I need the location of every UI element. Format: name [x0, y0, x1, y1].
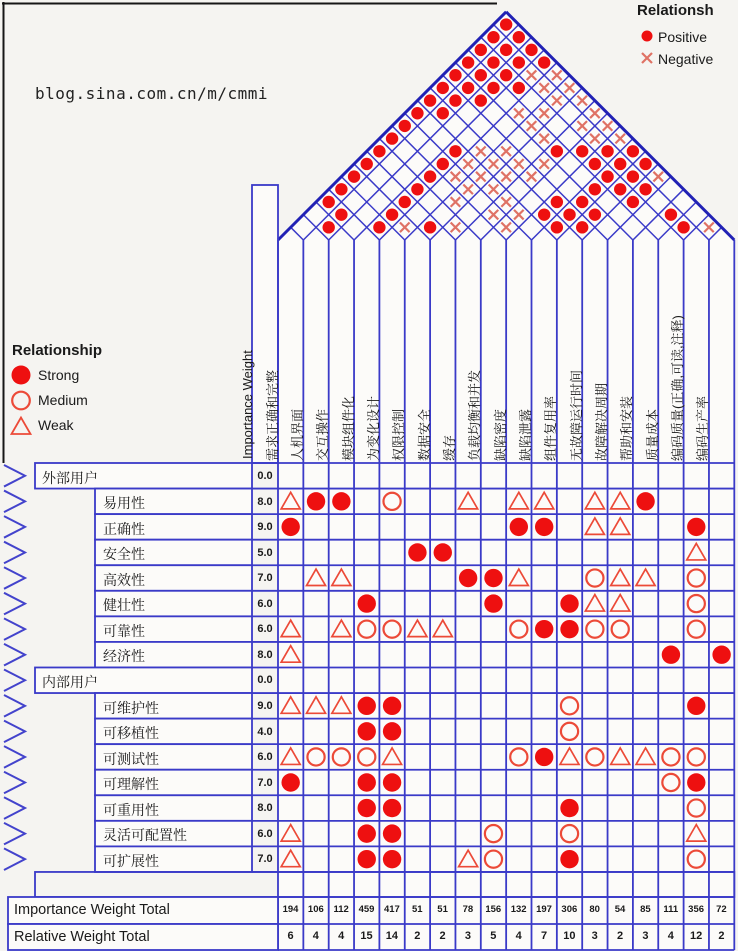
roof-positive-icon	[677, 221, 689, 233]
row-chevron-icon	[4, 669, 25, 691]
row-chevron-icon	[4, 593, 25, 615]
positive-icon	[642, 31, 653, 42]
importance-total-value: 112	[333, 904, 349, 915]
roof-positive-icon	[627, 196, 639, 208]
roof-positive-icon	[487, 82, 499, 94]
negative-icon	[642, 53, 652, 63]
roof-positive-icon	[411, 183, 423, 195]
strong-icon	[687, 697, 705, 715]
strong-icon	[535, 518, 553, 536]
row-label: 灵活可配置性	[103, 827, 187, 844]
importance-weight-header: Importance Weight	[240, 350, 255, 459]
importance-total-value: 106	[307, 904, 324, 915]
strong-icon	[281, 773, 299, 791]
relative-total-value: 3	[464, 930, 471, 942]
roof-legend-title: Relationsh	[637, 2, 714, 19]
roof-positive-icon	[335, 208, 347, 220]
column-header: 故障解决周期	[594, 382, 610, 461]
relative-total-value: 2	[414, 930, 421, 942]
strong-icon	[687, 518, 705, 536]
relationship-legend-title: Relationship	[12, 342, 103, 359]
row-chevron-icon	[4, 772, 25, 794]
roof-positive-icon	[424, 94, 436, 106]
strong-icon	[383, 697, 401, 715]
strong-icon	[408, 543, 426, 561]
strong-icon	[383, 722, 401, 740]
row-weight: 0.0	[257, 674, 273, 687]
strong-icon	[12, 366, 31, 385]
roof-positive-icon	[551, 196, 563, 208]
relative-total-value: 2	[718, 930, 725, 942]
roof-positive-icon	[589, 183, 601, 195]
roof-legend-positive-label: Positive	[658, 29, 708, 45]
relationship-legend-weak-label: Weak	[38, 417, 74, 433]
roof-positive-icon	[437, 107, 449, 119]
roof-positive-icon	[576, 196, 588, 208]
roof-positive-icon	[373, 221, 385, 233]
roof-positive-icon	[627, 145, 639, 157]
roof-positive-icon	[335, 183, 347, 195]
strong-icon	[358, 594, 376, 612]
row-label: 可维护性	[103, 699, 159, 716]
strong-icon	[434, 543, 452, 561]
row-chevron-icon	[4, 746, 25, 768]
importance-total-value: 132	[510, 904, 527, 915]
column-header: 缺陷泄露	[518, 408, 533, 461]
strong-icon	[560, 799, 578, 817]
importance-weight-total-label: Importance Weight Total	[14, 902, 170, 918]
row-group-label: 外部用户	[42, 469, 98, 486]
roof-positive-icon	[386, 132, 398, 144]
relative-total-value: 4	[667, 930, 674, 942]
relative-total-value: 3	[642, 930, 649, 942]
roof-positive-icon	[601, 170, 613, 182]
relative-total-value: 3	[591, 930, 598, 942]
importance-total-value: 194	[282, 904, 299, 915]
strong-icon	[358, 850, 376, 868]
relative-total-value: 7	[540, 930, 548, 942]
strong-icon	[712, 646, 730, 664]
roof-positive-icon	[411, 107, 423, 119]
importance-total-value: 356	[688, 904, 705, 915]
roof-legend-negative-label: Negative	[658, 51, 714, 67]
row-chevron-icon	[4, 695, 25, 717]
medium-icon	[12, 392, 30, 410]
strong-icon	[484, 594, 502, 612]
roof-positive-icon	[525, 44, 537, 56]
strong-icon	[560, 594, 578, 612]
row-label: 经济性	[103, 648, 145, 665]
relative-total-value: 2	[439, 930, 446, 942]
row-label: 正确性	[103, 520, 145, 537]
roof-positive-icon	[323, 221, 335, 233]
roof-positive-icon	[589, 208, 601, 220]
row-label: 可扩展性	[103, 852, 159, 869]
roof-positive-icon	[551, 221, 563, 233]
relative-total-value: 14	[385, 930, 399, 942]
importance-total-value: 306	[561, 904, 578, 915]
row-weight: 9.0	[257, 521, 273, 534]
strong-icon	[510, 518, 528, 536]
column-header: 缺陷密度	[492, 408, 508, 461]
roof-positive-icon	[627, 170, 639, 182]
roof-positive-icon	[500, 18, 512, 30]
roof-positive-icon	[399, 120, 411, 132]
roof-positive-icon	[437, 82, 449, 94]
roof-positive-icon	[500, 44, 512, 56]
row-label: 可靠性	[103, 622, 145, 639]
roof-positive-icon	[513, 82, 525, 94]
relative-total-value: 5	[490, 930, 497, 942]
row-weight: 7.0	[257, 853, 273, 866]
roof-positive-icon	[487, 56, 499, 68]
roof-positive-icon	[462, 82, 474, 94]
importance-total-value: 459	[358, 904, 375, 915]
importance-total-value: 156	[485, 904, 502, 915]
roof-positive-icon	[563, 208, 575, 220]
relative-total-value: 4	[515, 930, 522, 942]
row-chevron-icon	[4, 721, 25, 743]
column-header: 权限控制	[391, 408, 407, 461]
strong-icon	[358, 697, 376, 715]
roof-positive-icon	[589, 158, 601, 170]
strong-icon	[383, 799, 401, 817]
column-header: 模块组件化	[340, 395, 356, 461]
importance-total-value: 51	[411, 904, 423, 915]
roof-positive-icon	[475, 69, 487, 81]
strong-icon	[358, 799, 376, 817]
relative-total-value: 4	[338, 930, 345, 942]
strong-icon	[358, 824, 376, 842]
strong-icon	[383, 773, 401, 791]
column-header: 编码质量(正确,可读,注释)	[670, 315, 686, 461]
relative-total-value: 6	[287, 930, 294, 942]
row-chevron-icon	[4, 644, 25, 666]
importance-total-value: 78	[462, 904, 474, 915]
row-label: 可重用性	[103, 801, 159, 818]
strong-icon	[484, 569, 502, 587]
row-label: 可测试性	[103, 750, 159, 767]
row-chevron-icon	[4, 465, 25, 487]
roof-positive-icon	[449, 145, 461, 157]
importance-total-value: 197	[536, 904, 552, 915]
roof-positive-icon	[348, 170, 360, 182]
importance-total-value: 111	[663, 904, 679, 915]
roof-positive-icon	[513, 56, 525, 68]
strong-icon	[332, 492, 350, 510]
strong-icon	[687, 773, 705, 791]
relationship-legend-medium-label: Medium	[38, 392, 88, 408]
strong-icon	[459, 569, 477, 587]
row-chevron-icon	[4, 542, 25, 564]
row-weight: 7.0	[257, 776, 273, 789]
roof-positive-icon	[487, 31, 499, 43]
column-header: 质量成本	[644, 408, 660, 461]
importance-total-value: 54	[614, 904, 626, 915]
roof-positive-icon	[665, 208, 677, 220]
relationship-legend-strong-label: Strong	[38, 367, 80, 383]
row-chevron-icon	[4, 567, 25, 589]
strong-icon	[383, 824, 401, 842]
roof-positive-icon	[386, 208, 398, 220]
roof-positive-icon	[449, 69, 461, 81]
roof-positive-icon	[538, 208, 550, 220]
column-header: 无故障运行时间	[568, 369, 584, 461]
row-chevron-icon	[4, 618, 25, 640]
row-label: 可理解性	[103, 776, 159, 793]
roof-positive-icon	[475, 94, 487, 106]
strong-icon	[281, 518, 299, 536]
importance-total-value: 417	[383, 904, 400, 915]
importance-total-value: 72	[716, 904, 727, 915]
strong-icon	[662, 646, 680, 664]
roof-positive-icon	[576, 221, 588, 233]
roof-positive-icon	[639, 183, 651, 195]
relative-total-value: 4	[312, 930, 319, 942]
strong-icon	[358, 773, 376, 791]
strong-icon	[358, 722, 376, 740]
row-chevron-icon	[4, 491, 25, 513]
relative-weight-total-label: Relative Weight Total	[14, 929, 150, 945]
row-chevron-icon	[4, 516, 25, 538]
roof-positive-icon	[424, 221, 436, 233]
column-header: 需求正确和完整	[264, 369, 280, 461]
roof-positive-icon	[538, 56, 550, 68]
column-header: 帮助和安装	[619, 395, 635, 461]
row-weight: 6.0	[257, 623, 273, 636]
relative-total-value: 15	[360, 930, 373, 942]
roof-positive-icon	[513, 31, 525, 43]
relative-total-value: 2	[616, 930, 624, 942]
row-label: 可移植性	[103, 725, 159, 742]
roof-positive-icon	[601, 145, 613, 157]
strong-icon	[535, 620, 553, 638]
roof-positive-icon	[373, 145, 385, 157]
watermark: blog.sina.com.cn/m/cmmi	[35, 84, 269, 103]
row-label: 易用性	[103, 495, 145, 512]
roof-positive-icon	[399, 196, 411, 208]
column-header: 为变化设计	[365, 395, 381, 461]
strong-icon	[560, 620, 578, 638]
relative-total-value: 12	[689, 930, 703, 942]
roof-positive-icon	[614, 183, 626, 195]
row-chevron-icon	[4, 823, 25, 845]
weak-icon	[12, 418, 31, 435]
row-label: 安全性	[103, 546, 145, 563]
relative-total-value: 10	[563, 930, 576, 942]
column-header: 编码生产率	[695, 395, 711, 461]
importance-total-value: 80	[589, 904, 600, 915]
column-header: 组件复用率	[543, 395, 559, 461]
roof-positive-icon	[449, 94, 461, 106]
row-weight: 7.0	[257, 572, 273, 585]
strong-icon	[535, 748, 553, 766]
row-label: 高效性	[103, 571, 145, 588]
roof-positive-icon	[323, 196, 335, 208]
roof-positive-icon	[500, 69, 512, 81]
row-weight: 8.0	[257, 802, 273, 815]
importance-total-value: 85	[640, 904, 651, 915]
roof-positive-icon	[614, 158, 626, 170]
row-weight: 6.0	[257, 827, 273, 840]
column-header: 数据安全	[416, 408, 432, 461]
roof-positive-icon	[462, 56, 474, 68]
row-label: 健壮性	[103, 597, 145, 614]
row-weight: 0.0	[257, 470, 273, 482]
roof-positive-icon	[475, 44, 487, 56]
strong-icon	[383, 850, 401, 868]
strong-icon	[560, 850, 578, 868]
strong-icon	[307, 492, 325, 510]
roof-positive-icon	[551, 145, 563, 157]
roof-positive-icon	[437, 158, 449, 170]
column-header: 交互操作	[315, 408, 331, 461]
strong-icon	[636, 492, 654, 510]
row-weight: 8.0	[257, 648, 273, 661]
roof-positive-icon	[639, 158, 651, 170]
importance-total-value: 51	[437, 904, 448, 915]
row-weight: 4.0	[257, 725, 273, 738]
row-group-label: 内部用户	[42, 673, 98, 690]
row-weight: 6.0	[257, 751, 273, 764]
row-weight: 5.0	[257, 546, 273, 559]
column-header: 缓存	[441, 434, 457, 461]
row-chevron-icon	[4, 848, 25, 870]
column-header: 人机界面	[289, 408, 305, 461]
row-weight: 8.0	[257, 495, 273, 508]
roof-positive-icon	[361, 158, 373, 170]
row-chevron-icon	[4, 797, 25, 819]
column-header: 负载均衡和并发	[467, 369, 483, 461]
row-weight: 9.0	[257, 700, 273, 713]
roof-positive-icon	[576, 145, 588, 157]
roof-positive-icon	[424, 170, 436, 182]
row-weight: 6.0	[257, 597, 273, 610]
